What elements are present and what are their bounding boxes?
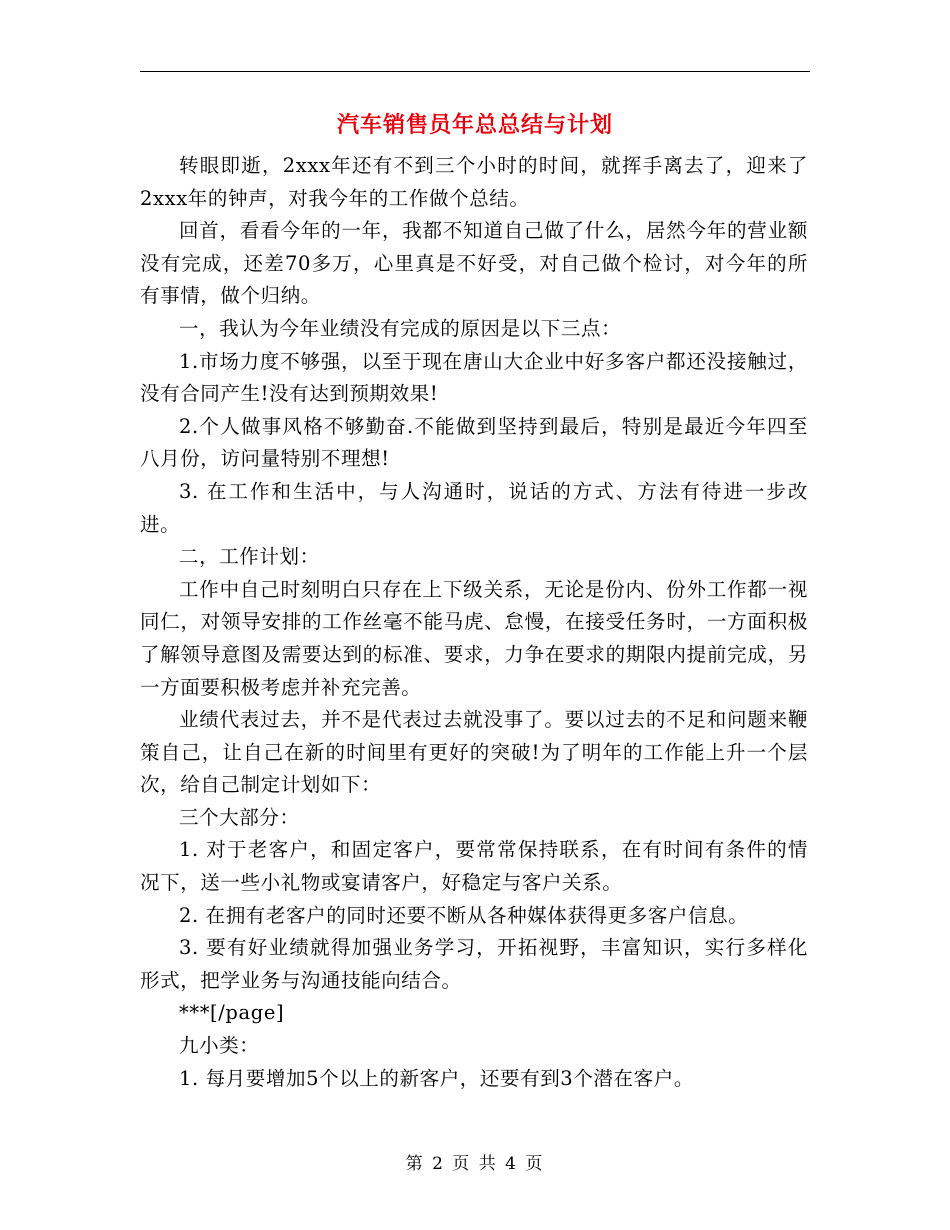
section-heading: 九小类： bbox=[179, 1034, 260, 1058]
section-heading: 一，我认为今年业绩没有完成的原因是以下三点： bbox=[179, 316, 622, 340]
section-heading: 二，工作计划： bbox=[179, 545, 320, 569]
list-item: 1.市场力度不够强，以至于现在唐山大企业中好多客户都还没接触过，没有合同产生!没有达到预期效果! bbox=[140, 349, 808, 406]
list-item: 3. 要有好业绩就得加强业务学习，开拓视野，丰富知识，实行多样化形式，把学业务与沟通技能向结合。 bbox=[140, 936, 808, 992]
list-item: 2. 在拥有老客户的同时还要不断从各种媒体获得更多客户信息。 bbox=[179, 903, 749, 927]
page-marker: ***[/page] bbox=[179, 1001, 285, 1025]
paragraph: 转眼即逝，2xxx年还有不到三个小时的时间，就挥手离去了，迎来了2xxx年的钟声，对我今年的工作做个总结。 bbox=[140, 154, 808, 210]
list-item: 1. 每月要增加5个以上的新客户，还要有到3个潜在客户。 bbox=[179, 1066, 694, 1090]
document-body bbox=[140, 150, 808, 1095]
document-title: 汽车销售员年总总结与计划 bbox=[336, 112, 613, 138]
list-item: 3. 在工作和生活中，与人沟通时，说话的方式、方法有待进一步改进。 bbox=[140, 479, 808, 536]
list-item: 2.个人做事风格不够勤奋.不能做到坚持到最后，特别是最近今年四至八月份，访问量特别不理想! bbox=[140, 414, 808, 471]
page-number: 第 2 页 共 4 页 bbox=[405, 1154, 545, 1174]
paragraph: 工作中自己时刻明白只存在上下级关系，无论是份内、份外工作都一视同仁，对领导安排的工作丝毫不能马虎、怠慢，在接受任务时，一方面积极了解领导意图及需要达到的标准、要求，力争在要求的期限内提前完成，另一方面要积极考虑并补充完善。 bbox=[140, 577, 808, 699]
paragraph: 业绩代表过去，并不是代表过去就没事了。要以过去的不足和问题来鞭策自己，让自己在新的时间里有更好的突破!为了明年的工作能上升一个层次，给自己制定计划如下： bbox=[140, 708, 808, 797]
header-rule bbox=[140, 71, 810, 72]
paragraph: 回首，看看今年的一年，我都不知道自己做了什么，居然今年的营业额没有完成，还差70多万，心里真是不好受，对自己做个检讨，对今年的所有事情，做个归纳。 bbox=[140, 219, 808, 308]
list-item: 1. 对于老客户，和固定客户，要常常保持联系，在有时间有条件的情况下，送一些小礼物或宴请客户，好稳定与客户关系。 bbox=[140, 838, 808, 895]
section-heading: 三个大部分： bbox=[179, 805, 300, 829]
